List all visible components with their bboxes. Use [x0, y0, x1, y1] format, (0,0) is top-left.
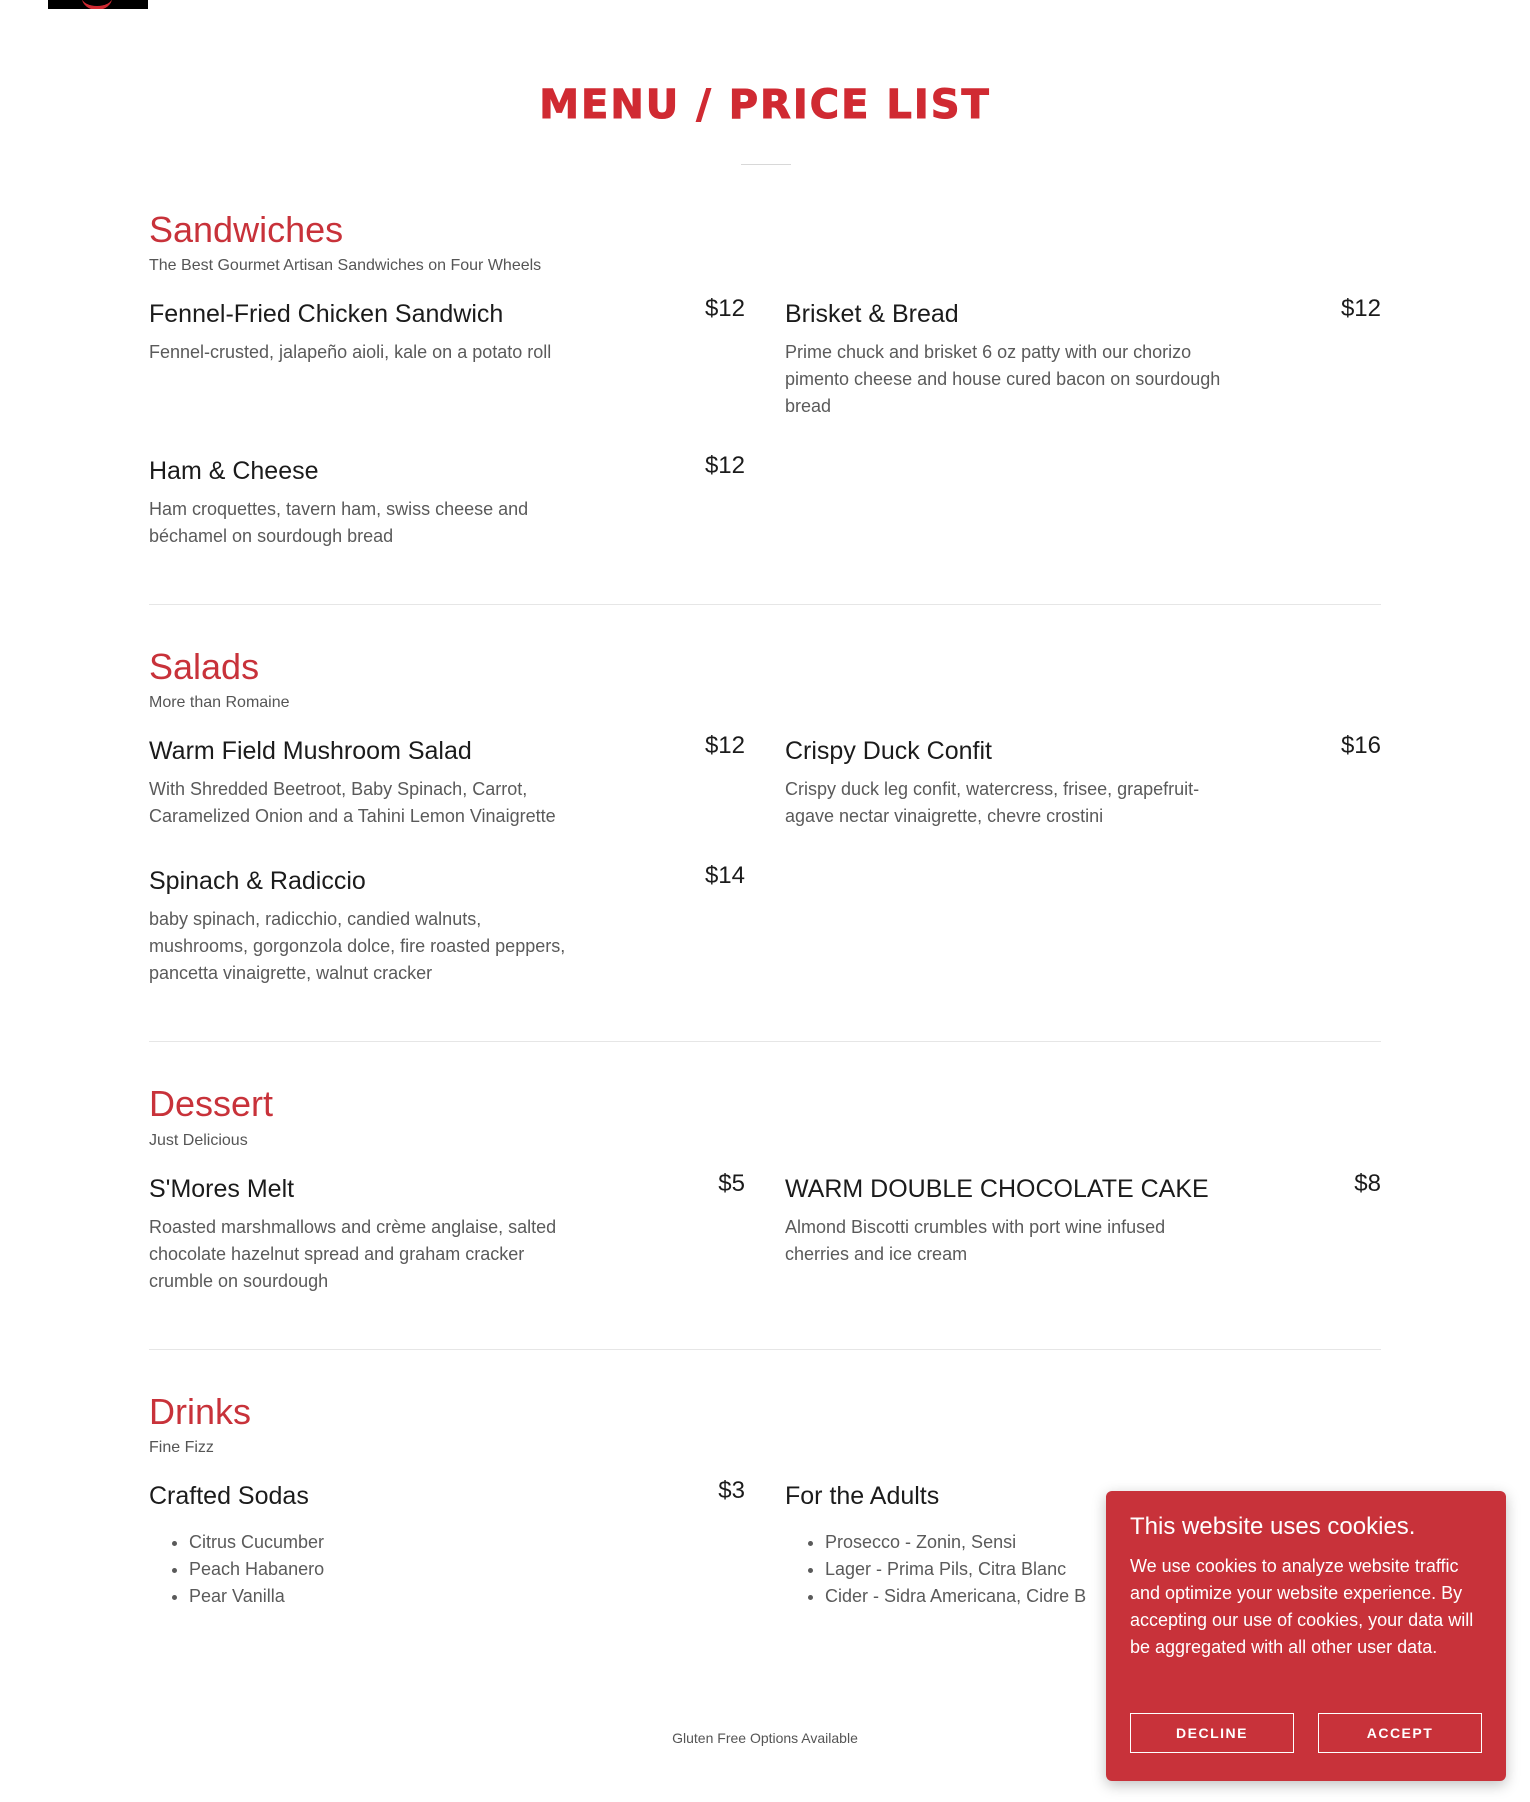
item-name: Crafted Sodas	[149, 1481, 309, 1510]
menu-item	[149, 452, 745, 550]
list-item: • Pear Vanilla	[189, 1583, 745, 1610]
item-name: Ham & Cheese	[149, 457, 319, 486]
section-title: Salads	[149, 646, 260, 688]
menu-items	[149, 1169, 1381, 1295]
item-price: $5	[718, 1169, 745, 1197]
logo[interactable]	[48, 0, 148, 9]
section-subtitle: The Best Gourmet Artisan Sandwiches on Four Wheels	[149, 257, 542, 275]
list-item: • Cider - Sidra Americana, Cidre B	[825, 1583, 1381, 1610]
menu-item	[785, 732, 1381, 830]
item-description: Ham croquettes, tavern ham, swiss cheese and béchamel on sourdough bread	[149, 499, 529, 547]
cookie-banner	[1106, 1491, 1506, 1781]
menu-item	[149, 862, 745, 987]
item-name: Brisket & Bread	[785, 300, 959, 329]
cookie-buttons	[1130, 1713, 1482, 1753]
menu-item	[149, 1169, 745, 1295]
list-item: • Peach Habanero	[189, 1556, 745, 1583]
item-description: With Shredded Beetroot, Baby Spinach, Carrot, Caramelized Onion and a Tahini Lemon Vinaigrette	[149, 779, 556, 827]
gluten-free-note: Gluten Free Options Available	[672, 1730, 858, 1746]
item-description: Almond Biscotti crumbles with port wine infused cherries and ice cream	[785, 1216, 1166, 1264]
menu-item	[785, 295, 1381, 420]
item-name: Fennel-Fried Chicken Sandwich	[149, 300, 504, 329]
menu-item	[149, 295, 745, 420]
menu-content	[149, 200, 1381, 1670]
item-price: $12	[704, 295, 745, 323]
section-sandwiches	[149, 208, 1381, 605]
menu-item	[785, 1169, 1381, 1295]
item-description: Fennel-crusted, jalapeño aioli, kale on a potato roll	[149, 342, 552, 363]
item-name: Spinach & Radiccio	[149, 867, 366, 896]
item-name: S'Mores Melt	[149, 1174, 295, 1203]
item-price: $3	[718, 1476, 745, 1504]
item-price: $12	[704, 732, 745, 760]
menu-item	[149, 1476, 745, 1610]
section-title: Sandwiches	[149, 209, 344, 250]
item-name: Crispy Duck Confit	[785, 737, 992, 766]
menu-item	[149, 732, 745, 830]
item-name: For the Adults	[785, 1481, 940, 1510]
item-price: $12	[704, 452, 745, 480]
page-title: MENU / PRICE LIST	[539, 82, 991, 128]
item-price: $12	[1340, 295, 1381, 323]
item-description: baby spinach, radicchio, candied walnuts, mushrooms, gorgonzola dolce, fire roasted peppers, pancetta vinaigrette, walnut cracker	[149, 909, 566, 984]
decline-button[interactable]: DECLINE	[1130, 1713, 1294, 1753]
logo-mark-icon	[82, 0, 112, 9]
item-description: Roasted marshmallows and crème anglaise, salted chocolate hazelnut spread and graham cracker crumble on sourdough	[149, 1216, 557, 1291]
item-name: Warm Field Mushroom Salad	[149, 737, 472, 766]
section-subtitle: More than Romaine	[149, 694, 290, 712]
menu-items	[149, 732, 1381, 987]
cookie-title: This website uses cookies.	[1130, 1513, 1416, 1540]
list-item: • Lager - Prima Pils, Citra Blanc	[825, 1556, 1381, 1583]
item-price: $8	[1354, 1169, 1381, 1197]
item-price: $16	[1340, 732, 1381, 760]
item-name: WARM DOUBLE CHOCOLATE CAKE	[785, 1174, 1209, 1203]
accept-button[interactable]: ACCEPT	[1318, 1713, 1482, 1753]
cookie-text: We use cookies to analyze website traffic and optimize your website experience. By accepting our use of cookies, your data will be aggregated with all other user data.	[1130, 1556, 1474, 1657]
item-price: $14	[704, 862, 745, 890]
list-item: • Citrus Cucumber	[189, 1529, 745, 1556]
section-dessert	[149, 1082, 1381, 1349]
section-salads	[149, 645, 1381, 1042]
section-title: Dessert	[149, 1083, 274, 1125]
section-title: Drinks	[149, 1390, 252, 1432]
menu-items	[149, 295, 1381, 550]
item-list	[149, 1529, 745, 1610]
item-description: Crispy duck leg confit, watercress, frisee, grapefruit-agave nectar vinaigrette, chevre crostini	[785, 779, 1200, 827]
section-subtitle: Just Delicious	[149, 1131, 248, 1149]
item-description: Prime chuck and brisket 6 oz patty with our chorizo pimento cheese and house cured bacon on sourdough bread	[785, 342, 1221, 417]
title-divider	[741, 164, 791, 165]
list-item: • Prosecco - Zonin, Sensi	[825, 1529, 1381, 1556]
section-subtitle: Fine Fizz	[149, 1438, 214, 1456]
